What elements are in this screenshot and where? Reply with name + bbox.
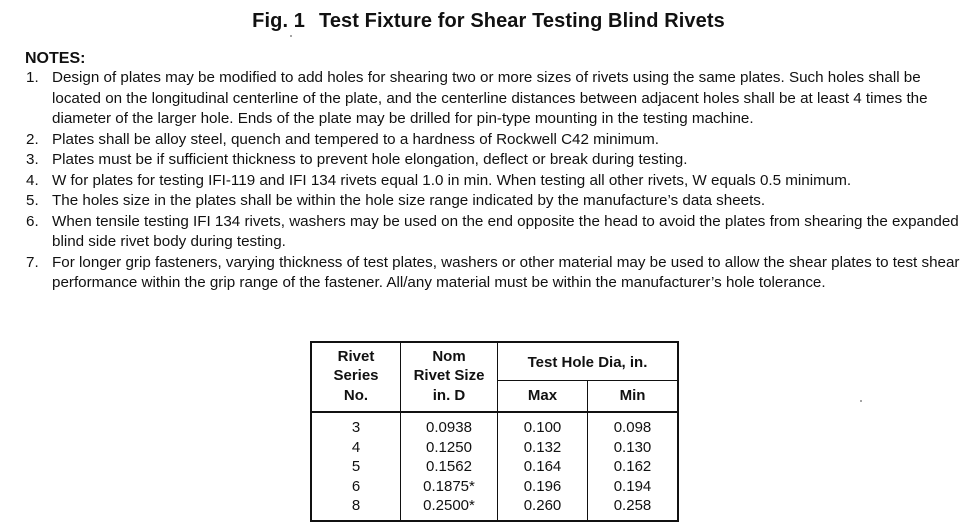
note-item [0, 191, 960, 212]
note-number: 4. [26, 171, 39, 189]
cell-min: 0.130 [588, 438, 679, 458]
note-item [0, 253, 960, 294]
cell-min: 0.098 [588, 412, 679, 438]
cell-max: 0.260 [498, 496, 588, 521]
cell-min: 0.162 [588, 457, 679, 477]
note-item [0, 171, 960, 192]
note-text: Plates shall be alloy steel, quench and tempered to a hardness of Rockwell C42 minimum. [52, 130, 659, 148]
cell-nom: 0.2500* [401, 496, 498, 521]
cell-series: 3 [311, 412, 401, 438]
cell-min: 0.258 [588, 496, 679, 521]
note-text: The holes size in the plates shall be within the hole size range indicated by the manufacture’s data sheets. [52, 192, 766, 209]
cell-max: 0.196 [498, 477, 588, 497]
notes-heading: NOTES: [25, 50, 86, 67]
note-item [0, 130, 960, 151]
note-number: 7. [26, 253, 39, 271]
note-number: 1. [26, 69, 39, 86]
notes-list [0, 68, 960, 294]
cell-max: 0.132 [498, 438, 588, 458]
header-max: Max [498, 381, 588, 413]
figure-title: Test Fixture for Shear Testing Blind Rivets [318, 10, 725, 32]
cell-max: 0.100 [498, 412, 588, 438]
cell-min: 0.194 [588, 477, 679, 497]
cell-max: 0.164 [498, 457, 588, 477]
cell-series: 6 [311, 477, 401, 497]
header-min: Min [588, 381, 679, 413]
table-row [311, 477, 678, 497]
table-row [311, 457, 678, 477]
note-number: 6. [26, 212, 39, 230]
cell-series: 4 [311, 438, 401, 458]
note-item [0, 68, 960, 130]
note-text: W for plates for testing IFI-119 and IFI 134 rivets equal 1.0 in min. When testing all other rivets, W equals 0.5 minimum. [52, 171, 852, 189]
table-row [311, 438, 678, 458]
header-nom-rivet-size: Nom Rivet Size in. D [401, 342, 498, 412]
scan-speck [290, 35, 292, 37]
cell-nom: 0.1250 [401, 438, 498, 458]
table-header [311, 342, 678, 412]
note-text: Plates must be if sufficient thickness to prevent hole elongation, deflect or break during testing. [52, 151, 688, 168]
note-text: When tensile testing IFI 134 rivets, washers may be used on the end opposite the head to avoid the plates from shearing the expanded blind side rivet body during testing. [52, 212, 959, 250]
note-number: 3. [26, 151, 39, 168]
table-body [311, 412, 678, 521]
page-title [0, 10, 977, 33]
note-text: For longer grip fasteners, varying thickness of test plates, washers or other material may be used to allow the shear plates to test shear performance within the grip range of the fastener. All/any material must be within the manufacturer’s hole tolerance. [52, 253, 960, 291]
figure-number: Fig. 1 [252, 10, 305, 32]
cell-nom: 0.1562 [401, 457, 498, 477]
cell-series: 5 [311, 457, 401, 477]
cell-nom: 0.0938 [401, 412, 498, 438]
table-row [311, 412, 678, 438]
rivet-hole-table [310, 341, 679, 522]
cell-nom: 0.1875* [401, 477, 498, 497]
scan-speck [860, 400, 862, 402]
note-number: 2. [26, 130, 39, 148]
header-test-hole-dia: Test Hole Dia, in. [498, 342, 679, 381]
note-item [0, 212, 960, 253]
table-row [311, 496, 678, 521]
cell-series: 8 [311, 496, 401, 521]
header-rivet-series: Rivet Series No. [311, 342, 401, 412]
note-number: 5. [26, 192, 39, 209]
note-text: Design of plates may be modified to add holes for shearing two or more sizes of rivets using the same plates. Such holes shall be located on the longitudinal centerline of the plate, and the centerline distances between adjacent holes shall be at least 4 times the diameter of the larger hole. Ends of the plate may be drilled for pin-type mounting in the testing machine. [52, 69, 928, 127]
note-item [0, 150, 960, 171]
